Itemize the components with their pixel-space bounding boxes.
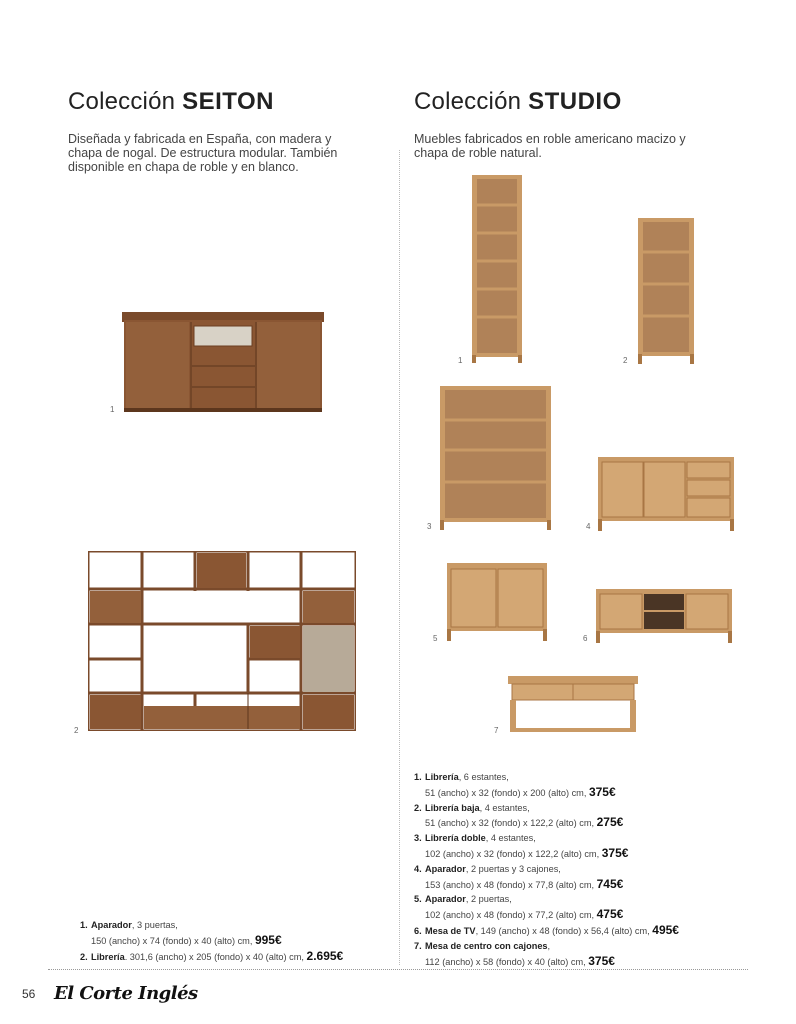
spec-number: 1. [80,920,88,930]
studio-libreria-baja-image [638,218,694,364]
spec-number: 4. [414,863,422,874]
studio-mesa-centro-image [508,676,638,734]
seiton-label-1: 1 [110,405,115,414]
spec-price: 995€ [254,932,282,947]
spec-dims: 102 (ancho) x 32 (fondo) x 122,2 (alto) cm, [425,848,600,859]
spec-number: 1. [414,772,422,782]
studio-title [414,88,622,116]
studio-aparador-puertas-image [447,563,547,641]
spec-name: Librería [91,951,125,962]
studio-description: Muebles fabricados en roble americano macizo y chapa de roble natural. [414,132,686,160]
spec-name: Aparador [425,894,466,905]
spec-name: Mesa de centro con cajones [425,940,548,951]
seiton-title-prefix: Colección [68,88,176,115]
studio-label-4: 4 [586,522,591,531]
spec-name: Librería doble [425,833,486,844]
spec-price: 745€ [596,876,624,891]
studio-spec-item-7 [414,939,794,970]
studio-title-prefix: Colección [414,88,522,115]
spec-detail: , 3 puertas, [131,920,178,930]
brand-logo: El Corte Inglés [54,983,198,1004]
studio-spec-list [414,770,794,969]
seiton-description: Diseñada y fabricada en España, con madera y chapa de nogal. De estructura modular. También disponible en chapa de roble y en blanco. [68,132,338,174]
studio-label-6: 6 [583,634,588,643]
spec-dims: 150 (ancho) x 74 (fondo) x 40 (alto) cm, [91,935,253,946]
spec-number: 6. [414,925,422,936]
seiton-title-name: SEITON [182,88,274,115]
spec-price: 275€ [596,815,624,830]
spec-detail: , 2 puertas, [465,894,512,905]
page-number: 56 [22,987,36,1001]
studio-label-7: 7 [494,726,499,735]
spec-dims: 51 (ancho) x 32 (fondo) x 200 (alto) cm, [425,787,587,798]
spec-detail: , 2 puertas y 3 cajones, [465,863,561,874]
spec-price: 495€ [652,922,679,937]
seiton-label-2: 2 [74,726,79,735]
spec-number: 7. [414,940,422,951]
studio-title-name: STUDIO [528,88,622,115]
seiton-spec-item-1 [80,918,400,949]
studio-label-3: 3 [427,522,432,531]
spec-price: 375€ [588,953,615,968]
spec-detail: , 6 estantes, [458,772,509,782]
seiton-title [68,88,274,116]
studio-spec-item-5 [414,892,794,923]
spec-dims: 51 (ancho) x 32 (fondo) x 122,2 (alto) cm, [425,818,595,829]
studio-aparador-cajones-image [598,457,734,531]
studio-spec-item-3 [414,831,794,862]
spec-dims: 112 (ancho) x 58 (fondo) x 40 (alto) cm, [425,956,586,967]
column-divider [399,150,400,965]
footer-divider [48,969,748,970]
spec-number: 2. [414,802,422,813]
studio-spec-item-1 [414,770,794,801]
studio-label-5: 5 [433,634,438,643]
spec-number: 2. [80,951,88,962]
studio-spec-item-6 [414,923,794,939]
spec-price: 2.695€ [306,948,344,963]
studio-libreria-doble-image [440,386,551,530]
spec-price: 375€ [601,845,629,860]
spec-name: Aparador [425,863,466,874]
seiton-spec-item-2 [80,949,400,965]
spec-name: Aparador [91,920,132,930]
spec-dims: 102 (ancho) x 48 (fondo) x 77,2 (alto) cm, [425,910,595,921]
studio-spec-item-4 [414,862,794,893]
spec-detail: , [547,940,551,951]
studio-libreria-image [472,175,522,363]
spec-price: 475€ [596,907,624,922]
studio-spec-item-2 [414,801,794,832]
spec-name: Librería baja [425,802,480,813]
seiton-libreria-image [88,551,356,731]
spec-dims: 153 (ancho) x 48 (fondo) x 77,8 (alto) cm, [425,879,595,890]
spec-detail: , 4 estantes, [485,833,536,844]
seiton-aparador-image [122,312,324,412]
spec-name: Mesa de TV [425,925,476,936]
spec-number: 5. [414,894,422,905]
studio-label-2: 2 [623,356,628,365]
spec-detail: , 4 estantes, [479,802,530,813]
spec-detail: . 301,6 (ancho) x 205 (fondo) x 40 (alto) cm, [124,951,304,962]
studio-mesa-tv-image [596,589,732,643]
spec-detail: , 149 (ancho) x 48 (fondo) x 56,4 (alto) cm, [475,925,650,936]
spec-number: 3. [414,833,422,844]
seiton-spec-list [80,918,400,964]
studio-label-1: 1 [458,356,463,365]
spec-name: Librería [425,772,459,782]
spec-price: 375€ [588,784,616,799]
